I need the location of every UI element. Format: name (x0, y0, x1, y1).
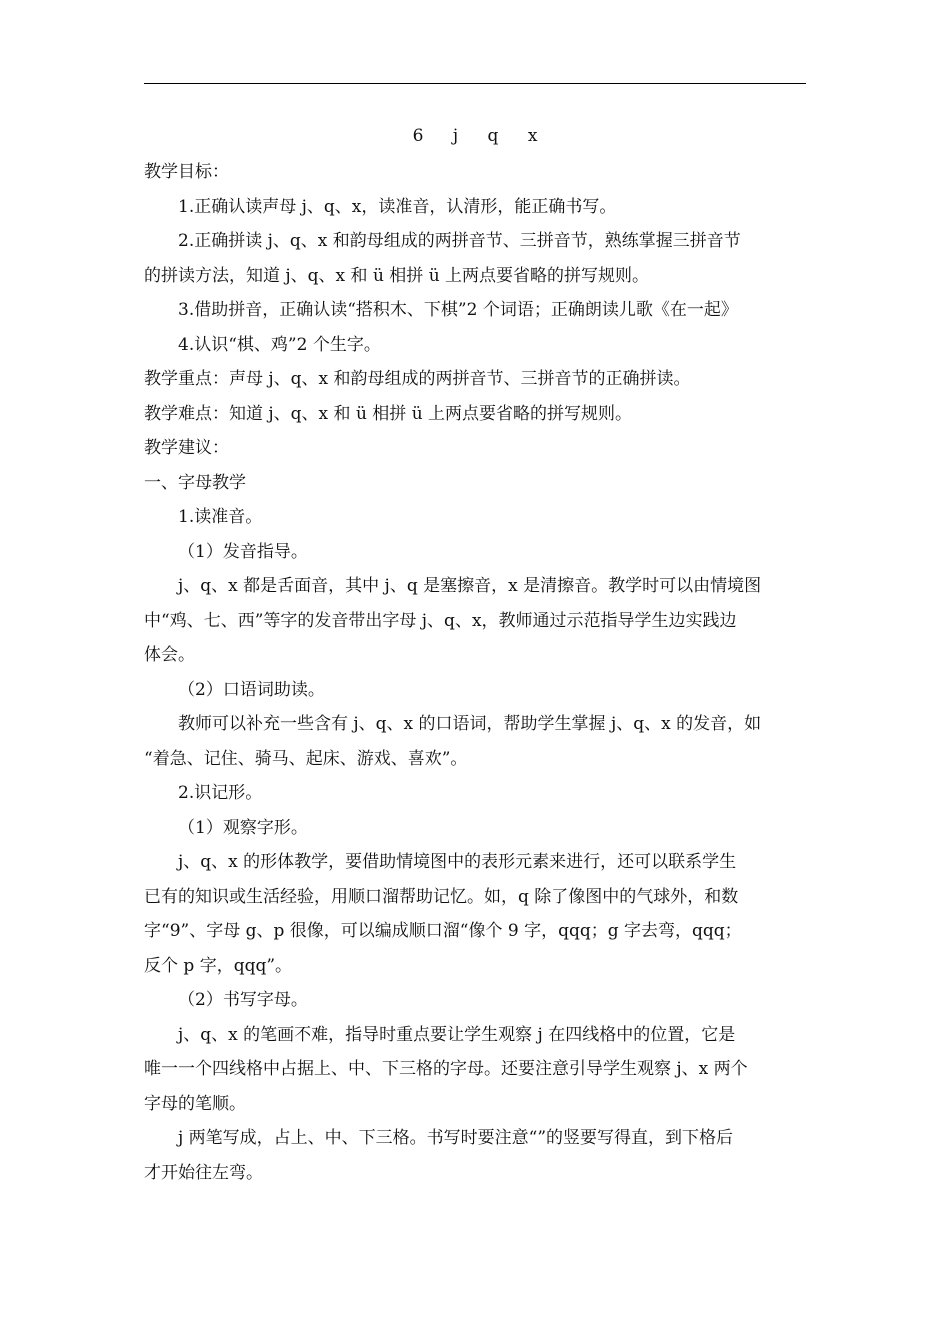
document-body (144, 155, 808, 1190)
text-line: （2）书写字母。 (178, 990, 308, 1010)
title-letter-j: j (452, 126, 459, 146)
text-line: （1）发音指导。 (178, 541, 308, 562)
text-line: 一、字母教学 (144, 472, 246, 493)
text-line: （1）观察字形。 (178, 817, 308, 838)
text-line: 教学建议： (144, 438, 229, 458)
text-line: 2.识记形。 (178, 783, 263, 803)
text-line: 1.正确认读声母 j、q、x，读准音，认清形，能正确书写。 (178, 196, 617, 217)
text-line: 教学重点：声母 j、q、x 和韵母组成的两拼音节、三拼音节的正确拼读。 (144, 369, 691, 389)
text-line: 教学难点：知道 j、q、x 和 ü 相拼 ü 上两点要省略的拼写规则。 (144, 403, 633, 424)
title-letter-q: q (487, 126, 499, 146)
title-letter-x: x (527, 126, 538, 146)
text-line: 才开始往左弯。 (144, 1162, 263, 1183)
text-line: j 两笔写成，占上、中、下三格。书写时要注意“”的竖要写得直，到下格后 (178, 1128, 734, 1148)
text-line: 字母的笔顺。 (144, 1093, 246, 1114)
text-line: 反个 p 字，qqq”。 (144, 955, 293, 976)
text-line: 2.正确拼读 j、q、x 和韵母组成的两拼音节、三拼音节，熟练掌握三拼音节 (178, 231, 741, 251)
text-line: j、q、x 的笔画不难，指导时重点要让学生观察 j 在四线格中的位置，它是 (178, 1024, 736, 1045)
text-line: 字“9”、字母 g、p 很像，可以编成顺口溜“像个 9 字，qqq；g 字去弯，qqq； (144, 921, 742, 941)
text-line: “着急、记住、骑马、起床、游戏、喜欢”。 (144, 748, 468, 769)
text-line: 4.认识“棋、鸡”2 个生字。 (178, 334, 381, 355)
lesson-number: 6 (412, 126, 424, 146)
text-line: 体会。 (144, 645, 195, 665)
text-line: 1.读准音。 (178, 507, 263, 527)
text-line: 教师可以补充一些含有 j、q、x 的口语词，帮助学生掌握 j、q、x 的发音，如 (178, 714, 762, 734)
text-line: （2）口语词助读。 (178, 679, 325, 700)
text-line: 已有的知识或生活经验，用顺口溜帮助记忆。如，q 除了像图中的气球外，和数 (144, 886, 739, 907)
lesson-title (0, 126, 950, 146)
text-line: j、q、x 的形体教学，要借助情境图中的表形元素来进行，还可以联系学生 (178, 852, 737, 872)
text-line: j、q、x 都是舌面音，其中 j、q 是塞擦音，x 是清擦音。教学时可以由情境图 (178, 576, 762, 596)
text-line: 中“鸡、七、西”等字的发音带出字母 j、q、x，教师通过示范指导学生边实践边 (144, 610, 737, 631)
text-line: 的拼读方法，知道 j、q、x 和 ü 相拼 ü 上两点要省略的拼写规则。 (144, 265, 650, 286)
text-line: 3.借助拼音，正确认读“搭积木、下棋”2 个词语；正确朗读儿歌《在一起》 (178, 300, 738, 320)
text-line: 唯一一个四线格中占据上、中、下三格的字母。还要注意引导学生观察 j、x 两个 (144, 1059, 748, 1079)
text-line: 教学目标： (144, 162, 229, 182)
header-rule (144, 83, 806, 84)
